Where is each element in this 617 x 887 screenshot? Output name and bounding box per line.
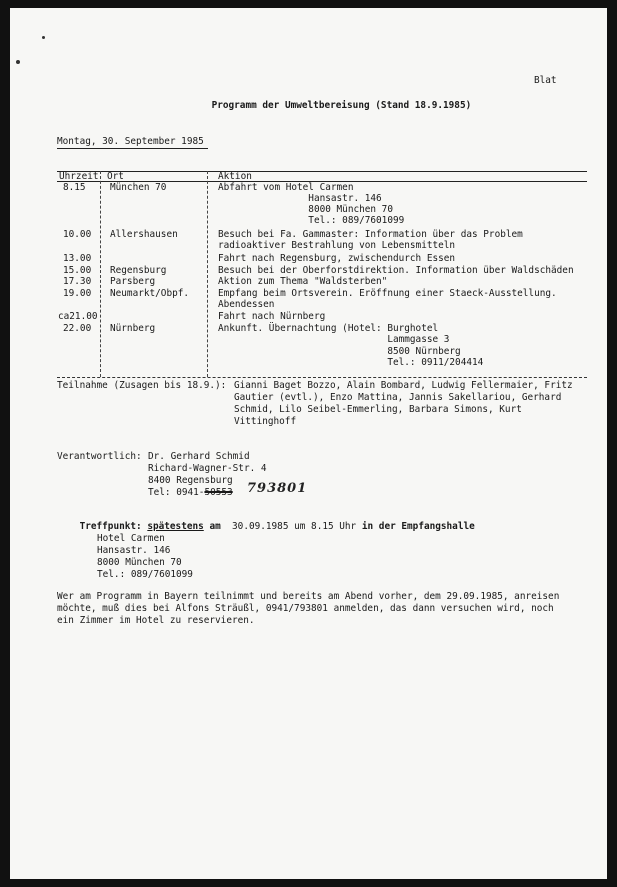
col-header-action: Aktion bbox=[218, 171, 252, 182]
row-action-line: Lammgasse 3 bbox=[218, 334, 450, 345]
row-time: 10.00 bbox=[63, 229, 92, 240]
row-time: 15.00 bbox=[63, 265, 92, 276]
footer-line: Wer am Programm in Bayern teilnimmt und bereits am Abend vorher, dem 29.09.1985, anreisen bbox=[57, 591, 560, 602]
row-action-line: Abendessen bbox=[218, 299, 275, 310]
row-time: 17.30 bbox=[63, 276, 92, 287]
row-time: 22.00 bbox=[63, 323, 92, 334]
phone-prefix: Tel: 0941- bbox=[148, 487, 205, 498]
phone-struck: 50553 bbox=[204, 487, 233, 498]
row-action-line: Fahrt nach Nürnberg bbox=[218, 311, 326, 322]
date-heading: Montag, 30. September 1985 bbox=[57, 136, 204, 147]
hotel-line: 8000 München 70 bbox=[97, 557, 182, 568]
responsible-line: 8400 Regensburg bbox=[148, 475, 233, 486]
participants-line: Vittinghoff bbox=[234, 416, 297, 427]
footer-line: möchte, muß dies bei Alfons Sträußl, 0941/793801 anmelden, das dann versuchen wird, noch bbox=[57, 603, 554, 614]
responsible-line: Richard-Wagner-Str. 4 bbox=[148, 463, 267, 474]
participants-line: Gianni Baget Bozzo, Alain Bombard, Ludwig Fellermaier, Fritz bbox=[234, 380, 573, 391]
title-prefix: Programm der Umweltbereisung bbox=[211, 100, 370, 111]
row-time: 8.15 bbox=[63, 182, 86, 193]
row-place: Regensburg bbox=[110, 265, 167, 276]
row-action-line: 8000 München 70 bbox=[218, 204, 393, 215]
row-action-line: radioaktiver Bestrahlung von Lebensmitteln bbox=[218, 240, 456, 251]
row-action-line: Empfang beim Ortsverein. Eröffnung einer Staeck-Ausstellung. bbox=[218, 288, 557, 299]
table-bottom-border bbox=[57, 377, 587, 378]
row-time: ca21.00 bbox=[58, 311, 98, 322]
row-action-line: Besuch bei der Oberforstdirektion. Information über Waldschäden bbox=[218, 265, 574, 276]
date-heading-underline bbox=[57, 148, 208, 149]
row-place: Neumarkt/Obpf. bbox=[110, 288, 190, 299]
row-action-line: Aktion zum Thema "Waldsterben" bbox=[218, 276, 388, 287]
row-action-line: Fahrt nach Regensburg, zwischendurch Essen bbox=[218, 253, 456, 264]
col-header-place: Ort bbox=[107, 171, 124, 182]
participants-label: Teilnahme (Zusagen bis 18.9.): bbox=[57, 380, 227, 391]
meeting-when: 30.09.1985 um 8.15 Uhr bbox=[232, 521, 357, 532]
title-suffix: (Stand 18.9.1985) bbox=[375, 100, 472, 111]
meeting-where: in der Empfangshalle bbox=[361, 521, 475, 532]
column-divider bbox=[207, 171, 208, 377]
scan-speck bbox=[42, 36, 45, 39]
hotel-line: Hansastr. 146 bbox=[97, 545, 171, 556]
meeting-am: am bbox=[209, 521, 221, 532]
responsible-label: Verantwortlich: bbox=[57, 451, 142, 462]
row-action-line: Hansastr. 146 bbox=[218, 193, 382, 204]
row-place: Allershausen bbox=[110, 229, 178, 240]
row-action-line: 8500 Nürnberg bbox=[218, 346, 461, 357]
column-divider bbox=[100, 171, 101, 377]
row-place: Nürnberg bbox=[110, 323, 156, 334]
row-time: 13.00 bbox=[63, 253, 92, 264]
page-title bbox=[189, 89, 471, 122]
row-action-line: Tel.: 089/7601099 bbox=[218, 215, 405, 226]
meeting-label: Treffpunkt: bbox=[79, 521, 142, 532]
hotel-line: Hotel Carmen bbox=[97, 533, 165, 544]
row-place: Parsberg bbox=[110, 276, 156, 287]
col-header-time: Uhrzeit bbox=[59, 171, 99, 182]
hotel-line: Tel.: 089/7601099 bbox=[97, 569, 193, 580]
responsible-line: Dr. Gerhard Schmid bbox=[148, 451, 250, 462]
responsible-phone bbox=[148, 487, 233, 498]
row-action-line: Ankunft. Übernachtung (Hotel: Burghotel bbox=[218, 323, 439, 334]
row-action-line: Besuch bei Fa. Gammaster: Information über das Problem bbox=[218, 229, 523, 240]
document-page bbox=[10, 8, 607, 879]
footer-line: ein Zimmer im Hotel zu reservieren. bbox=[57, 615, 255, 626]
row-place: München 70 bbox=[110, 182, 167, 193]
meeting-emphasis: spätestens bbox=[147, 521, 204, 532]
phone-handwritten: 793801 bbox=[247, 481, 308, 496]
page-corner-label: Blat bbox=[534, 75, 557, 86]
scan-speck bbox=[16, 60, 20, 64]
participants-line: Schmid, Lilo Seibel-Emmerling, Barbara Simons, Kurt bbox=[234, 404, 522, 415]
row-action-line: Abfahrt vom Hotel Carmen bbox=[218, 182, 354, 193]
participants-line: Gautier (evtl.), Enzo Mattina, Jannis Sakellariou, Gerhard bbox=[234, 392, 562, 403]
row-time: 19.00 bbox=[63, 288, 92, 299]
row-action-line: Tel.: 0911/204414 bbox=[218, 357, 484, 368]
table-top-border bbox=[57, 171, 587, 172]
